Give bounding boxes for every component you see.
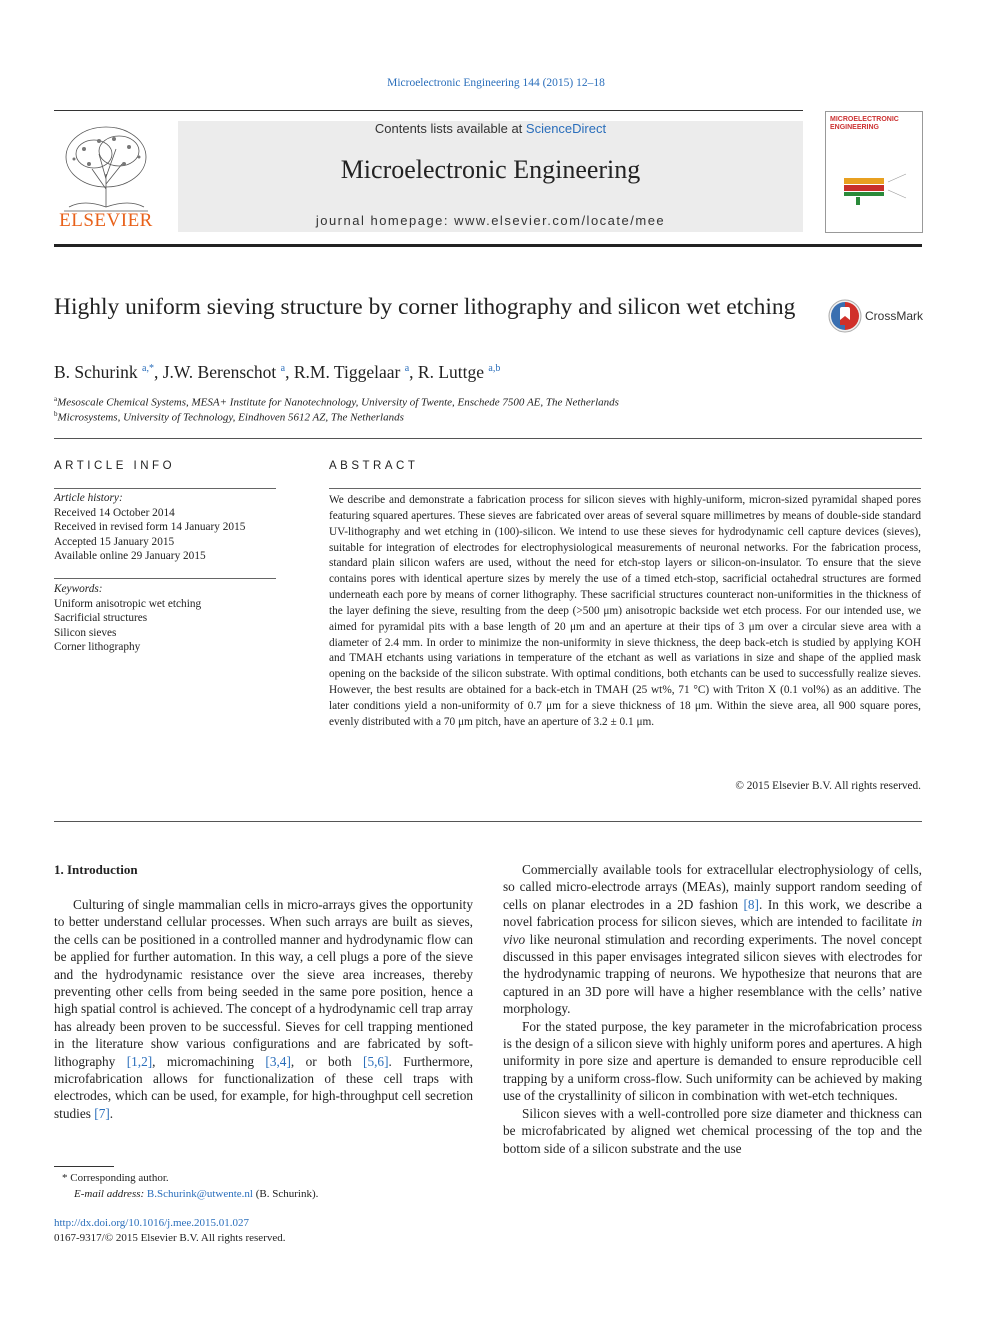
email-note: E-mail address: B.Schurink@utwente.nl (B. Schurink). — [74, 1188, 319, 1200]
keyword: Corner lithography — [54, 641, 141, 654]
keyword: Sacrificial structures — [54, 612, 148, 625]
author-affiliation-mark[interactable]: a,* — [142, 363, 154, 375]
cover-title — [830, 116, 918, 132]
crossmark-label: CrossMark — [865, 309, 924, 323]
cover-title-line-1: MICROELECTRONIC — [830, 116, 899, 123]
history-item: Received in revised form 14 January 2015 — [54, 521, 246, 534]
affiliation — [54, 395, 619, 409]
body-paragraph: Commercially available tools for extracellular electrophysiology of cells, so called micro-electrode arrays (MEAs), mainly support random seeding of cells on planar electrodes in a 2D fashion [8]. In this work, we describe a novel fabrication process for silicon sieves, which are intended to facilitate in vivo like neuronal stimulation and recording experiments. The novel concept discussed in this paper envisages integrated silicon sieves with electrodes for the hydrodynamic trapping of neurons. We hypothesize that neurons that are captured in an 3D pore will have a higher resemblance with the cells’ native morphology. — [503, 862, 923, 1017]
affiliation — [54, 410, 404, 424]
corresponding-author-note: * Corresponding author. — [62, 1172, 169, 1184]
keywords-label: Keywords: — [54, 583, 103, 595]
author-list: B. Schurink $^{a,*}$, J.W. Berenschot $^a$, R.M. Tiggelaar $^a$, R. Luttge $^{a,b}$ — [54, 362, 501, 382]
header-bottom-rule — [54, 244, 922, 247]
citation-link[interactable]: [5,6] — [363, 1053, 389, 1069]
history-item: Available online 29 January 2015 — [54, 550, 206, 563]
author-name[interactable]: B. Schurink — [54, 362, 138, 382]
contents-line — [178, 121, 803, 136]
body-paragraph: For the stated purpose, the key parameter in the microfabrication process is the design of a silicon sieve with highly uniform pores and apertures. A high uniformity in pore size and aperture is demanded to ensure reproducible cell trapping by a uniform cross-flow. Such uniformity can be achieved by making use of the crystallinity of silicon in combination with wet-etch techniques. — [503, 1018, 922, 1104]
doi-link[interactable]: http://dx.doi.org/10.1016/j.mee.2015.01.027 — [54, 1217, 250, 1229]
header-top-rule — [54, 110, 803, 111]
author-affiliation-mark[interactable]: a — [404, 363, 410, 375]
journal-title: Microelectronic Engineering — [340, 155, 641, 184]
affiliation-rule — [54, 438, 922, 439]
elsevier-wordmark: ELSEVIER — [59, 210, 153, 231]
affiliation-text: Mesoscale Chemical Systems, MESA+ Institute for Nanotechnology, University of Twente, Enschede 7500 AE, The Netherlands — [57, 396, 619, 409]
keywords — [54, 582, 276, 655]
journal-homepage — [178, 213, 803, 228]
article-title: Highly uniform sieving structure by corner lithography and silicon wet etching — [54, 294, 796, 320]
crossmark-icon — [827, 298, 863, 334]
keywords-rule — [54, 578, 276, 579]
article-info-rule — [54, 488, 276, 489]
body-column-left — [54, 896, 473, 1122]
doi-block — [54, 1216, 286, 1246]
abstract-bottom-rule — [54, 821, 922, 822]
affiliation-mark: b — [54, 410, 58, 418]
author-name[interactable]: R.M. Tiggelaar — [293, 362, 401, 382]
footnote-rule — [54, 1166, 114, 1167]
body-column-right — [503, 861, 922, 1157]
homepage-prefix: journal homepage: — [315, 213, 455, 228]
abstract-copyright: © 2015 Elsevier B.V. All rights reserved. — [735, 780, 921, 792]
affiliation-text: Microsystems, University of Technology, Eindhoven 5612 AZ, The Netherlands — [57, 411, 404, 424]
keyword: Uniform anisotropic wet etching — [54, 597, 202, 610]
author-name[interactable]: R. Luttge — [417, 362, 485, 382]
body-paragraph: Silicon sieves with a well-controlled pore size diameter and thickness can be microfabricated by aligned wet chemical processing of the top and the bottom side of a silicon substrate and the use — [503, 1105, 922, 1156]
citation-link[interactable]: [8] — [743, 896, 759, 912]
abstract-text: We describe and demonstrate a fabrication process for silicon sieves with highly-uniform, micron-sized pyramidal shaped pores featuring squared apertures. These sieves are fabricated over areas of several square millimetres by means of double-side standard UV-lithography and wet etching in (100)-silicon. We intend to use these sieves for hydrodynamic cell capture devices (sieves), suitable for integration of electrodes for electrophysiological measurements of neuronal networks. For the fabrication process, standard plain silicon wafers are used, without the need for etch-stop layers or silicon-on-insulator. To ensure that the sieve contains pores with identical aperture sizes by merely the use of a timed etch-stop, sacrificial octahedral structures are formed underneath each pore by means of corner lithography. These sacrificial structures counteract non-uniformities in the thickness of the layer defining the sieve, resulting from the deep (>500 μm) anisotropic backside wet etch process. For our intended use, we aimed for pyramidal pits with a base length of 20 μm and an aperture at their tips of 3 μm over a circular sieve area with a diameter of 2.4 mm. In order to minimize the non-uniformity in sieve thickness, the deep back-etch is studied by applying KOH and TMAH etchants using variations in temperature of the etchant as well as variations in size and shape of the applied mask opening on the backside of the silicon substrate. With optimal conditions, both etchants can be used to successfully realize sieves. However, the best results are obtained for a back-etch in TMAH (25 wt%, 71 °C) with Triton X (0.1 vol%) as an additive. The later conditions yield a non-uniformity of 0.7 μm for a sieve thickness of 18 μm. Within the sieve area, all 900 square pores, evenly distributed with a 70 μm pitch, have an aperture of 3.2 ± 0.1 μm. — [329, 494, 921, 728]
homepage-url-link[interactable]: www.elsevier.com/locate/mee — [454, 213, 666, 228]
abstract-rule — [329, 488, 921, 489]
citation-link[interactable]: [3,4] — [265, 1053, 291, 1069]
sciencedirect-link[interactable]: ScienceDirect — [525, 121, 607, 136]
journal-reference-link[interactable]: Microelectronic Engineering 144 (2015) 12–18 — [387, 77, 605, 89]
abstract-heading: ABSTRACT — [329, 460, 419, 472]
article-info-heading: ARTICLE INFO — [54, 460, 176, 472]
keyword: Silicon sieves — [54, 626, 117, 639]
author-affiliation-mark[interactable]: a — [280, 363, 286, 375]
citation-link[interactable]: [1,2] — [126, 1053, 153, 1069]
author-name[interactable]: J.W. Berenschot — [162, 362, 277, 382]
history-label: Article history: — [54, 492, 123, 504]
citation-link[interactable]: [7] — [94, 1105, 110, 1121]
footnotes — [54, 1170, 318, 1202]
crossmark-badge[interactable] — [827, 298, 922, 334]
section-heading-introduction: 1. Introduction — [54, 862, 138, 877]
article-history — [54, 491, 276, 564]
history-item: Accepted 15 January 2015 — [54, 535, 175, 548]
author-affiliation-mark[interactable]: a,b — [488, 363, 501, 375]
history-item: Received 14 October 2014 — [54, 506, 175, 519]
issn-line: 0167-9317/© 2015 Elsevier B.V. All rights reserved. — [54, 1232, 286, 1244]
affiliation-mark: a — [54, 395, 58, 403]
contents-prefix: Contents lists available at — [374, 121, 526, 136]
cover-title-line-2: ENGINEERING — [830, 124, 880, 131]
email-link[interactable]: B.Schurink@utwente.nl — [146, 1188, 253, 1200]
body-paragraph: Culturing of single mammalian cells in micro-arrays gives the opportunity to better understand cellular processes. When such arrays are built as sieves, the cells can be positioned in a controlled manner and hydrodynamic flow can be applied for further automation. In this way, a cell plugs a pore of the sieve and the hydrodynamic resistance over the sieve area increases, thereby preventing other cells from being seeded in the same pore position, hence a high spatial control is achieved. The concept of a hydrodynamic cell trap array has already been proven to be successful. Sieves for cell trapping mentioned in the literature show various configurations and are fabricated by soft-lithography [1,2], micromachining [3,4], or both [5,6]. Furthermore, microfabrication allows for functionalization of these cell traps with electrodes, which can be used, for example, for high-throughput cell secretion studies [7]. — [54, 897, 473, 1121]
